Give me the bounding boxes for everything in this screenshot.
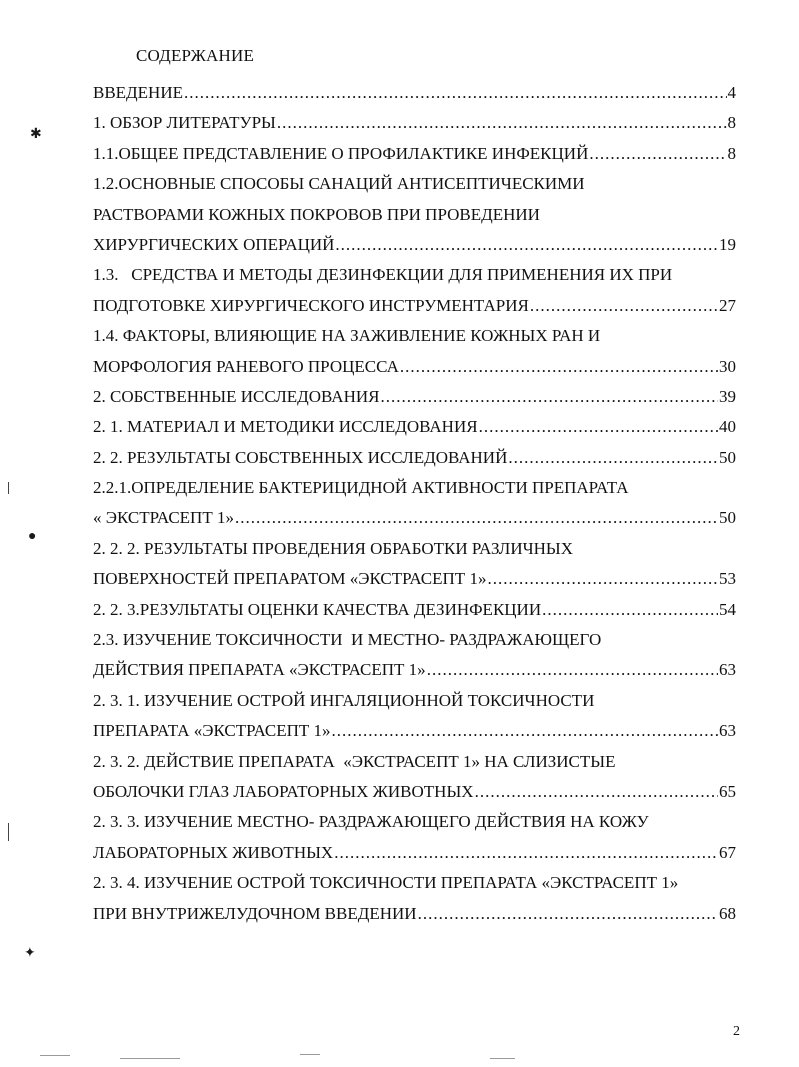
toc-entry (93, 382, 736, 412)
toc-entry-page: 8 (727, 113, 736, 133)
toc-entry (93, 443, 736, 473)
toc-entry (93, 534, 736, 564)
toc-entry-text: ОБОЛОЧКИ ГЛАЗ ЛАБОРАТОРНЫХ ЖИВОТНЫХ (93, 781, 474, 801)
toc-entry (93, 230, 736, 260)
toc-entry (93, 655, 736, 685)
toc-entry-text: 2. СОБСТВЕННЫЕ ИССЛЕДОВАНИЯ (93, 386, 380, 406)
toc-entry (93, 139, 736, 169)
toc-entry (93, 352, 736, 382)
toc-entry (93, 564, 736, 594)
toc-entry-text: 2.2.1.ОПРЕДЕЛЕНИЕ БАКТЕРИЦИДНОЙ АКТИВНОСТИ ПРЕПАРАТА (93, 478, 629, 498)
toc-entry-text: 1.1.ОБЩЕЕ ПРЕДСТАВЛЕНИЕ О ПРОФИЛАКТИКЕ ИНФЕКЦИЙ (93, 143, 589, 163)
scan-artifact (490, 1058, 515, 1059)
scan-artifact (120, 1058, 180, 1059)
toc-entry-page: 67 (719, 842, 736, 862)
toc-entry-page: 50 (719, 447, 736, 467)
toc-leader (487, 564, 718, 594)
toc-leader (479, 412, 718, 442)
toc-entry-text: 1.3. СРЕДСТВА И МЕТОДЫ ДЕЗИНФЕКЦИИ ДЛЯ ПРИМЕНЕНИЯ ИХ ПРИ (93, 265, 673, 285)
toc-entry-text: 1. ОБЗОР ЛИТЕРАТУРЫ (93, 113, 276, 133)
toc-entry (93, 899, 736, 929)
toc-entry-text: ДЕЙСТВИЯ ПРЕПАРАТА «ЭКСТРАСЕПТ 1» (93, 660, 426, 680)
table-of-contents (93, 78, 736, 929)
toc-entry-text: ЛАБОРАТОРНЫХ ЖИВОТНЫХ (93, 842, 334, 862)
toc-entry (93, 625, 736, 655)
toc-entry-text: 2. 3. 3. ИЗУЧЕНИЕ МЕСТНО- РАЗДРАЖАЮЩЕГО ДЕЙСТВИЯ НА КОЖУ (93, 812, 649, 832)
toc-leader (184, 78, 727, 108)
toc-entry (93, 503, 736, 533)
toc-entry (93, 260, 736, 290)
toc-entry-text: 2. 2. 3.РЕЗУЛЬТАТЫ ОЦЕНКИ КАЧЕСТВА ДЕЗИНФЕКЦИИ (93, 599, 542, 619)
toc-entry (93, 78, 736, 108)
toc-entry-text: 2. 1. МАТЕРИАЛ И МЕТОДИКИ ИССЛЕДОВАНИЯ (93, 417, 478, 437)
toc-entry-page: 39 (719, 386, 736, 406)
binder-hole-mark: ● (28, 529, 37, 544)
toc-entry-text: ПОВЕРХНОСТЕЙ ПРЕПАРАТОМ «ЭКСТРАСЕПТ 1» (93, 569, 487, 589)
toc-entry-page: 30 (719, 356, 736, 376)
toc-entry-text: ПРЕПАРАТА «ЭКСТРАСЕПТ 1» (93, 721, 331, 741)
toc-entry-page: 4 (727, 83, 736, 102)
toc-entry (93, 868, 736, 898)
scan-artifact (8, 482, 9, 494)
toc-leader (508, 443, 718, 473)
toc-leader (589, 139, 726, 169)
toc-leader (332, 716, 718, 746)
toc-entry (93, 108, 736, 138)
toc-entry (93, 412, 736, 442)
toc-entry (93, 807, 736, 837)
toc-entry-text: 1.2.ОСНОВНЫЕ СПОСОБЫ САНАЦИЙ АНТИСЕПТИЧЕСКИМИ (93, 174, 585, 194)
toc-entry-text: 2. 3. 4. ИЗУЧЕНИЕ ОСТРОЙ ТОКСИЧНОСТИ ПРЕПАРАТА «ЭКСТРАСЕПТ 1» (93, 873, 679, 893)
toc-entry-page: 40 (719, 417, 736, 437)
toc-leader (542, 595, 718, 625)
toc-entry (93, 838, 736, 868)
toc-entry (93, 716, 736, 746)
binder-hole-mark: ✦ (24, 946, 36, 961)
toc-entry-text: МОРФОЛОГИЯ РАНЕВОГО ПРОЦЕССА (93, 356, 399, 376)
toc-entry-text: 2. 2. 2. РЕЗУЛЬТАТЫ ПРОВЕДЕНИЯ ОБРАБОТКИ РАЗЛИЧНЫХ (93, 538, 574, 558)
toc-entry (93, 200, 736, 230)
toc-leader (335, 230, 718, 260)
toc-entry-page: 63 (719, 660, 736, 680)
toc-entry-text: ХИРУРГИЧЕСКИХ ОПЕРАЦИЙ (93, 234, 335, 254)
toc-entry (93, 595, 736, 625)
toc-leader (400, 352, 718, 382)
page-title: СОДЕРЖАНИЕ (136, 46, 255, 65)
toc-entry-page: 54 (719, 599, 736, 619)
toc-leader (530, 291, 718, 321)
toc-leader (418, 899, 718, 929)
toc-leader (235, 503, 718, 533)
toc-entry-text: 2. 3. 1. ИЗУЧЕНИЕ ОСТРОЙ ИНГАЛЯЦИОННОЙ ТОКСИЧНОСТИ (93, 690, 595, 710)
toc-entry (93, 169, 736, 199)
toc-entry-page: 68 (719, 903, 736, 923)
toc-entry (93, 747, 736, 777)
toc-leader (334, 838, 718, 868)
toc-leader (380, 382, 718, 412)
toc-entry-page: 27 (719, 295, 736, 315)
page-number: 2 (733, 1024, 740, 1039)
toc-entry (93, 777, 736, 807)
toc-entry-text: ПОДГОТОВКЕ ХИРУРГИЧЕСКОГО ИНСТРУМЕНТАРИЯ (93, 295, 529, 315)
toc-entry-text: 2. 2. РЕЗУЛЬТАТЫ СОБСТВЕННЫХ ИССЛЕДОВАНИЙ (93, 447, 508, 467)
toc-entry-page: 53 (719, 569, 736, 589)
toc-entry-text: 2. 3. 2. ДЕЙСТВИЕ ПРЕПАРАТА «ЭКСТРАСЕПТ 1» НА СЛИЗИСТЫЕ (93, 751, 616, 771)
toc-entry-page: 19 (719, 234, 736, 254)
scan-artifact (8, 823, 9, 841)
toc-entry (93, 321, 736, 351)
toc-entry-text: « ЭКСТРАСЕПТ 1» (93, 508, 234, 528)
toc-entry (93, 473, 736, 503)
toc-entry-page: 65 (719, 781, 736, 801)
toc-leader (277, 108, 727, 138)
toc-entry-text: РАСТВОРАМИ КОЖНЫХ ПОКРОВОВ ПРИ ПРОВЕДЕНИИ (93, 204, 540, 224)
toc-entry-text: 2.3. ИЗУЧЕНИЕ ТОКСИЧНОСТИ И МЕСТНО- РАЗДРАЖАЮЩЕГО (93, 630, 602, 650)
toc-entry (93, 686, 736, 716)
toc-leader (427, 655, 718, 685)
binder-hole-mark: ✱ (30, 127, 42, 142)
toc-entry-text: ПРИ ВНУТРИЖЕЛУДОЧНОМ ВВЕДЕНИИ (93, 903, 417, 923)
toc-entry-page: 8 (727, 143, 736, 163)
toc-entry-text: 1.4. ФАКТОРЫ, ВЛИЯЮЩИЕ НА ЗАЖИВЛЕНИЕ КОЖНЫХ РАН И (93, 326, 601, 346)
toc-leader (475, 777, 718, 807)
scan-artifact (40, 1055, 70, 1056)
toc-entry-page: 50 (719, 508, 736, 528)
toc-entry-text: ВВЕДЕНИЕ (93, 83, 183, 102)
toc-entry (93, 291, 736, 321)
scan-artifact (300, 1054, 320, 1055)
toc-entry-page: 63 (719, 721, 736, 741)
